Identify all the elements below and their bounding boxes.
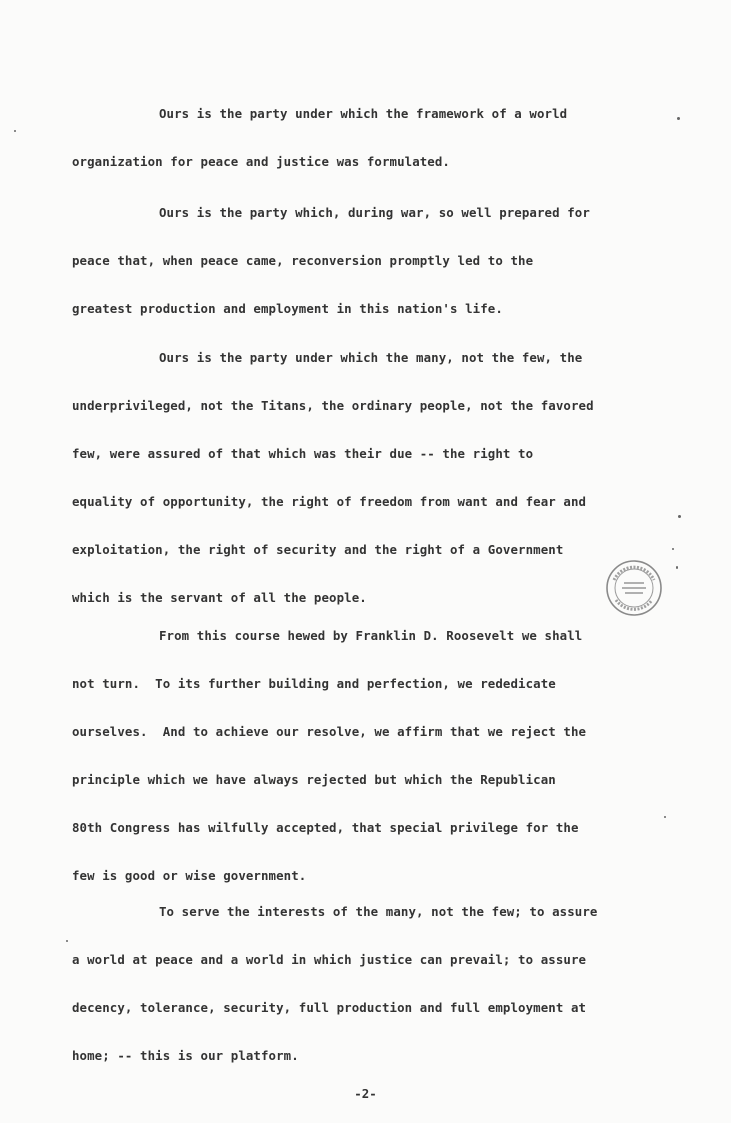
paragraph-2 <box>72 189 682 333</box>
text-line: underprivileged, not the Titans, the ordinary people, not the favored <box>72 398 594 413</box>
text-line: few, were assured of that which was their due -- the right to <box>72 446 534 461</box>
scan-speck <box>676 566 678 569</box>
scan-speck <box>678 515 681 518</box>
text-line: exploitation, the right of security and the right of a Government <box>72 542 564 557</box>
text-line: not turn. To its further building and perfection, we rededicate <box>72 676 556 691</box>
paragraph-4 <box>72 612 682 900</box>
scan-speck <box>677 117 680 120</box>
text-line: Ours is the party which, during war, so well prepared for <box>159 205 590 220</box>
scan-speck <box>672 548 674 550</box>
text-line: principle which we have always rejected but which the Republican <box>72 772 556 787</box>
text-line: Ours is the party under which the many, not the few, the <box>159 350 583 365</box>
text-line: peace that, when peace came, reconversion promptly led to the <box>72 253 534 268</box>
page-number: -2- <box>354 1086 377 1101</box>
scan-speck <box>14 130 16 132</box>
text-line: home; -- this is our platform. <box>72 1048 299 1063</box>
text-line: organization for peace and justice was formulated. <box>72 154 450 169</box>
text-line: greatest production and employment in this nation's life. <box>72 301 503 316</box>
scan-speck <box>664 816 666 818</box>
text-line: ourselves. And to achieve our resolve, we affirm that we reject the <box>72 724 587 739</box>
text-line: From this course hewed by Franklin D. Roosevelt we shall <box>159 628 583 643</box>
text-line: few is good or wise government. <box>72 868 307 883</box>
archive-seal-icon <box>604 558 664 618</box>
text-line: which is the servant of all the people. <box>72 590 367 605</box>
text-line: Ours is the party under which the framework of a world <box>159 106 568 121</box>
paragraph-5 <box>72 888 682 1080</box>
text-line: To serve the interests of the many, not the few; to assure <box>159 904 598 919</box>
paragraph-1 <box>72 90 682 186</box>
text-line: 80th Congress has wilfully accepted, that special privilege for the <box>72 820 579 835</box>
paragraph-3 <box>72 334 682 622</box>
text-line: decency, tolerance, security, full production and full employment at <box>72 1000 587 1015</box>
text-line: a world at peace and a world in which justice can prevail; to assure <box>72 952 587 967</box>
text-line: equality of opportunity, the right of freedom from want and fear and <box>72 494 587 509</box>
scan-speck <box>66 940 68 942</box>
